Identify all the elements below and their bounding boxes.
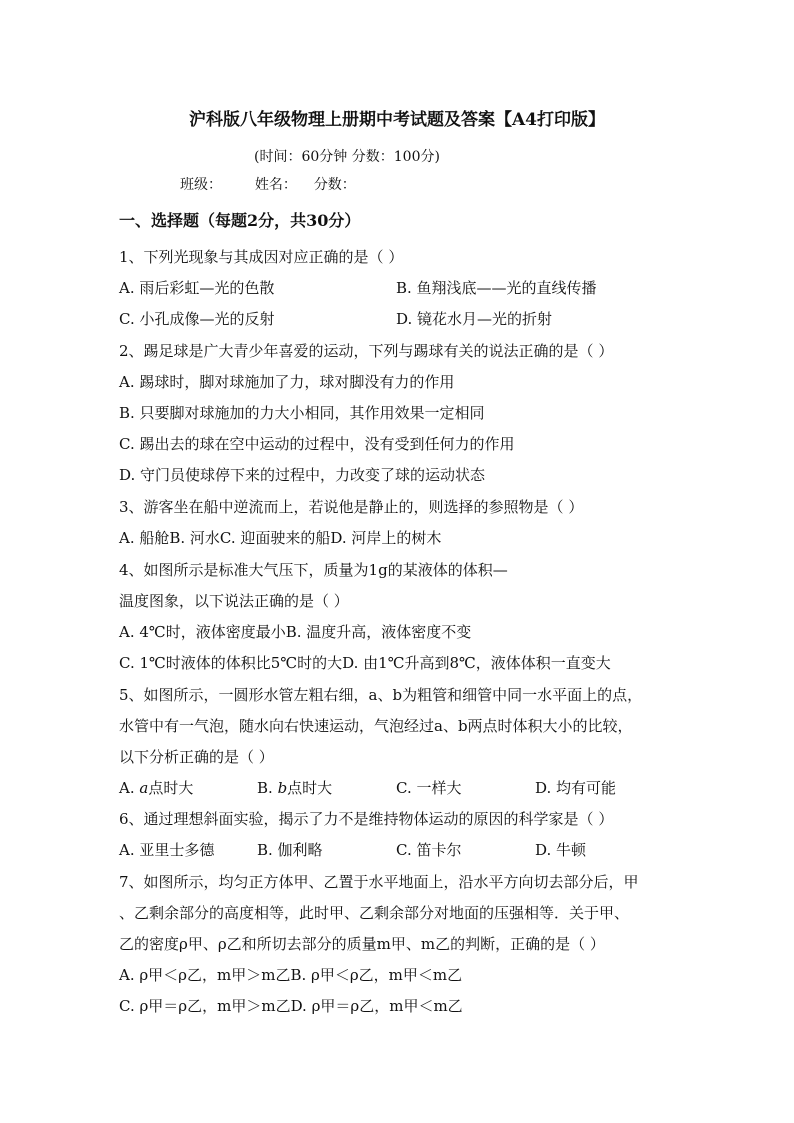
question-3-options: A. 船舱B. 河水C. 迎面驶来的船D. 河岸上的树木 — [119, 529, 442, 547]
page-title: 沪科版八年级物理上册期中考试题及答案【A4打印版】 — [188, 110, 606, 130]
question-4-options-ab: A. 4℃时，液体密度最小B. 温度升高，液体密度不变 — [119, 623, 472, 641]
option-b-label: B. — [257, 779, 278, 797]
question-6-option-d: D. 牛顿 — [535, 841, 587, 859]
question-1-option-b: B. 鱼翔浅底——光的直线传播 — [396, 279, 597, 297]
question-5-stem-line-3: 以下分析正确的是（ ） — [119, 748, 274, 766]
option-b-text: 点时大 — [287, 779, 333, 797]
question-1-option-d: D. 镜花水月—光的折射 — [396, 310, 553, 328]
question-2-option-d: D. 守门员使球停下来的过程中，力改变了球的运动状态 — [119, 466, 486, 484]
student-info — [180, 174, 356, 196]
question-7-options-ab: A. ρ甲＜ρ乙，m甲＞m乙B. ρ甲＜ρ乙，m甲＜m乙 — [119, 966, 463, 984]
question-2-option-a: A. 踢球时，脚对球施加了力，球对脚没有力的作用 — [119, 373, 455, 391]
class-label: 班级： — [180, 177, 222, 193]
exam-time-score: (时间：60分钟 分数：100分) — [254, 149, 440, 165]
question-7-stem-line-3: 乙的密度ρ甲、ρ乙和所切去部分的质量m甲、m乙的判断，正确的是（ ） — [119, 935, 605, 953]
question-5-option-a — [119, 777, 193, 799]
question-5-option-d: D. 均有可能 — [535, 779, 617, 797]
score-label: 分数： — [313, 177, 356, 193]
question-1-option-a: A. 雨后彩虹—光的色散 — [119, 279, 275, 297]
option-a-text: 点时大 — [148, 779, 194, 797]
question-6-stem: 6、通过理想斜面实验，揭示了力不是维持物体运动的原因的科学家是（ ） — [119, 810, 614, 828]
question-1-option-c: C. 小孔成像—光的反射 — [119, 310, 275, 328]
question-6-option-a: A. 亚里士多德 — [119, 841, 215, 859]
question-5-stem-line-2: 水管中有一气泡，随水向右快速运动，气泡经过a、b两点时体积大小的比较， — [119, 717, 633, 735]
question-5-option-c: C. 一样大 — [396, 779, 462, 797]
section-heading: 一、选择题（每题2分，共30分） — [119, 211, 361, 230]
point-b-variable: b — [277, 779, 288, 797]
name-label: 姓名： — [254, 177, 297, 193]
question-7-stem-line-2: 、乙剩余部分的高度相等，此时甲、乙剩余部分对地面的压强相等．关于甲、 — [119, 904, 630, 922]
question-4-stem-line-1: 4、如图所示是标准大气压下，质量为1g的某液体的体积— — [119, 561, 508, 579]
question-5-option-b — [257, 777, 332, 799]
question-3-stem: 3、游客坐在船中逆流而上，若说他是静止的，则选择的参照物是（ ） — [119, 498, 584, 516]
question-2-option-b: B. 只要脚对球施加的力大小相同，其作用效果一定相同 — [119, 404, 485, 422]
question-2-option-c: C. 踢出去的球在空中运动的过程中，没有受到任何力的作用 — [119, 435, 515, 453]
question-6-option-b: B. 伽利略 — [257, 841, 323, 859]
question-1-stem: 1、下列光现象与其成因对应正确的是（ ） — [119, 248, 404, 266]
question-5-stem-line-1: 5、如图所示，一圆形水管左粗右细，a、b为粗管和细管中同一水平面上的点， — [119, 686, 643, 704]
question-4-stem-line-2: 温度图象，以下说法正确的是（ ） — [119, 592, 349, 610]
question-7-stem-line-1: 7、如图所示，均匀正方体甲、乙置于水平地面上，沿水平方向切去部分后，甲 — [119, 873, 639, 891]
question-7-options-cd: C. ρ甲＝ρ乙，m甲＞m乙D. ρ甲＝ρ乙，m甲＜m乙 — [119, 997, 463, 1015]
point-a-variable: a — [139, 779, 149, 797]
question-6-option-c: C. 笛卡尔 — [396, 841, 462, 859]
question-4-options-cd: C. 1℃时液体的体积比5℃时的大D. 由1℃升高到8℃，液体体积一直变大 — [119, 654, 611, 672]
option-a-label: A. — [119, 779, 140, 797]
question-2-stem: 2、踢足球是广大青少年喜爱的运动，下列与踢球有关的说法正确的是（ ） — [119, 342, 614, 360]
